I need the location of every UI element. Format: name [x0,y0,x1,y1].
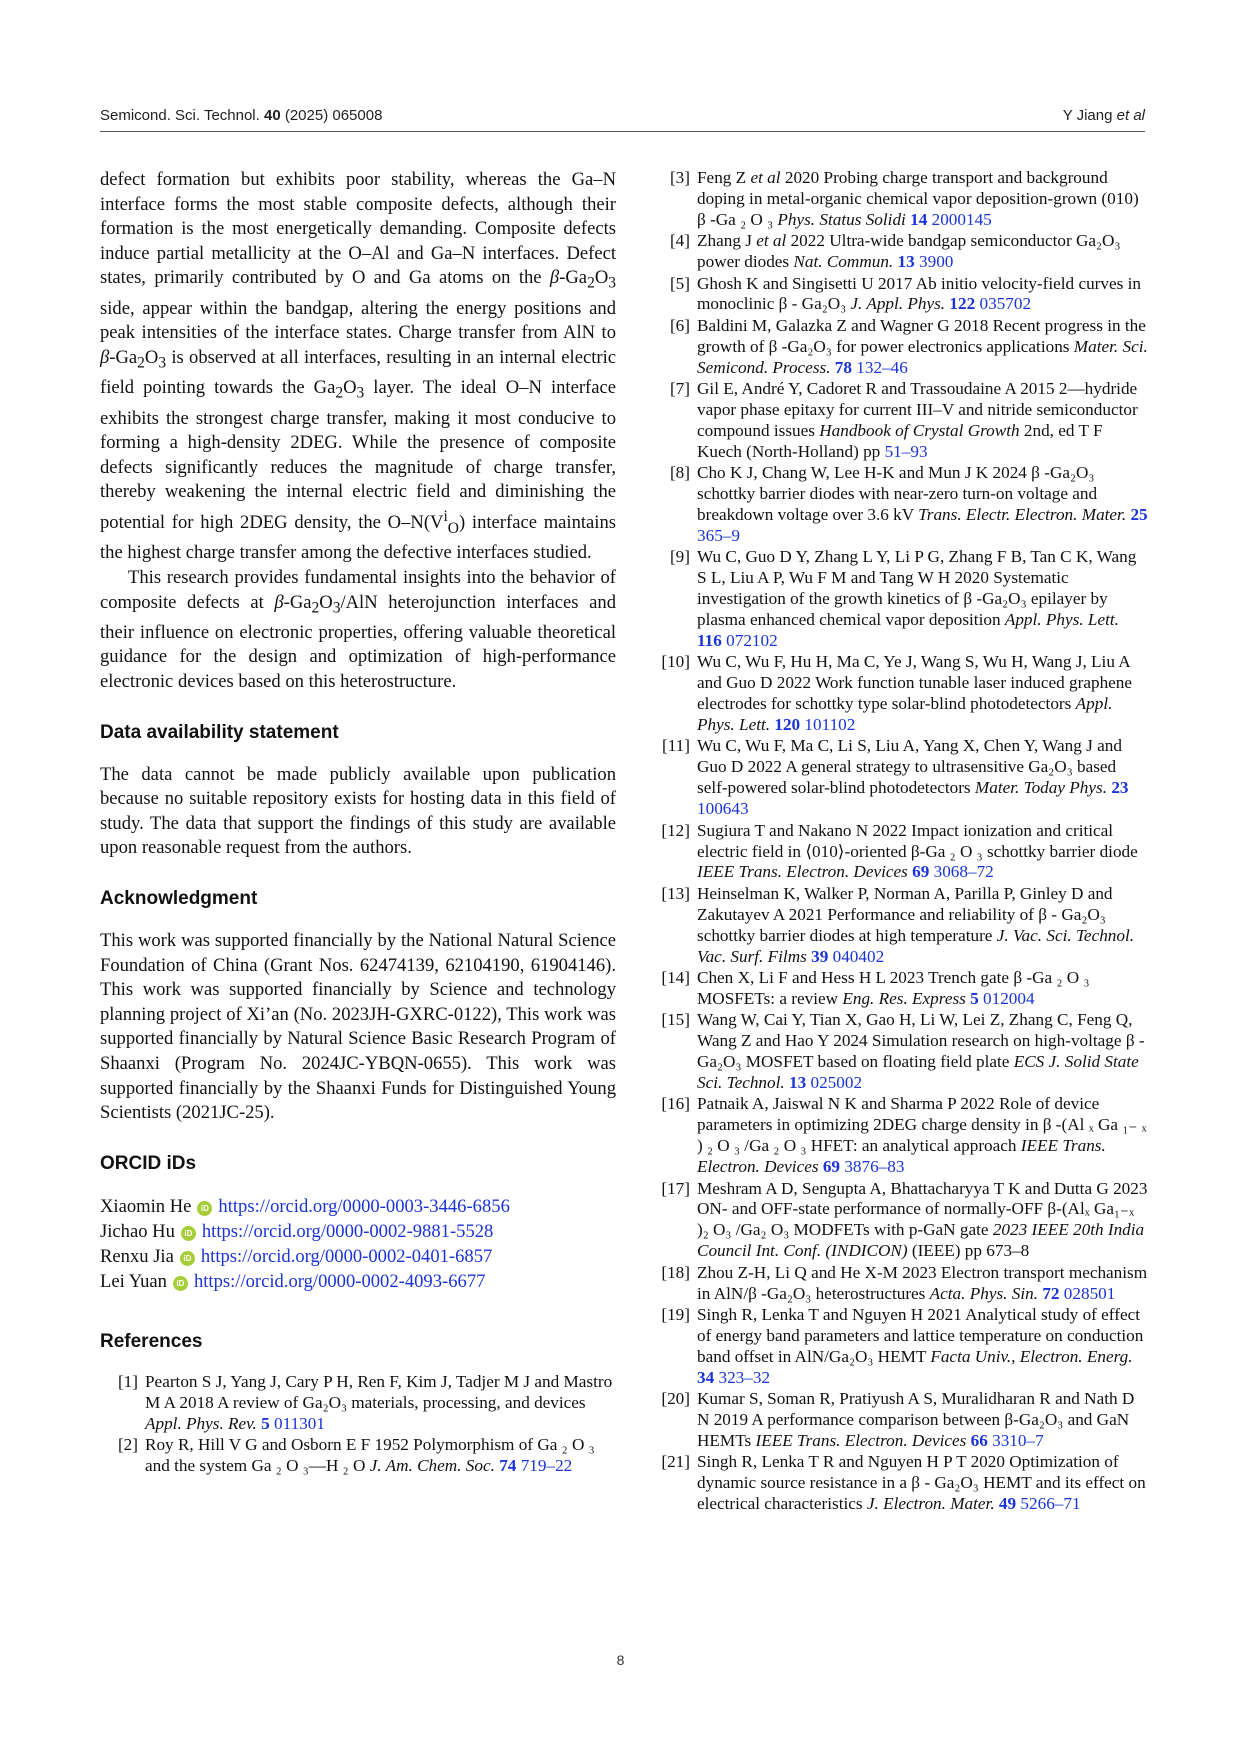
references-heading: References [100,1330,203,1352]
header-rule [100,131,1145,132]
reference-item: [3] Feng Z et al 2020 Probing charge transport and background doping in metal-organic chemical vapor deposition-grown (010) β -Ga ₂ O ₃ Phys. Status Solidi 14 2000145 [669,168,1139,229]
acknowledgment-heading: Acknowledgment [100,888,258,910]
author-name: Xiaomin He [100,1195,192,1217]
reference-item: [16] Patnaik A, Jaiswal N K and Sharma P 2022 Role of device parameters in optimizing 2DEG charge density in β -(Al ₓ Ga ₁₋ ₓ ) ₂ O ₃ /Ga ₂ O ₃ HFET: an analytical approach IEEE Trans. Electron. Devices 69 3876–83 [661,1094,1147,1177]
reference-item: [14] Chen X, Li F and Hess H L 2023 Trench gate β -Ga ₂ O ₃ MOSFETs: a review Eng. Res. Express 5 012004 [661,967,1090,1008]
orcid-icon: iD [181,1226,196,1241]
reference-item: [19] Singh R, Lenka T and Nguyen H 2021 Analytical study of effect of energy band parameters and lattice temperature on conduction band offset in AlN/Ga₂O₃ HEMT Facta Univ., Electron. Energ. 34 323–32 [661,1304,1144,1387]
left-column [100,168,616,1477]
orcid-icon: iD [173,1276,188,1291]
reference-item: [5] Ghosh K and Singisetti U 2017 Ab initio velocity-field curves in monoclinic β - Ga₂O₃ J. Appl. Phys. 122 035702 [669,273,1141,314]
reference-item: [21] Singh R, Lenka T R and Nguyen H P T 2020 Optimization of dynamic source resistance in a β - Ga₂O₃ HEMT and its effect on electrical characteristics J. Electron. Mater. 49 5266–71 [661,1452,1146,1514]
orcid-link[interactable]: https://orcid.org/0000-0003-3446-6856 [218,1195,510,1217]
reference-item: [7] Gil E, André Y, Cadoret R and Trassoudaine A 2015 2—hydride vapor phase epitaxy for current III–V and nitride semiconductor compound issues Handbook of Crystal Growth 2nd, ed T F Kuech (North-Holland) pp 51–93 [669,379,1138,461]
reference-item: [13] Heinselman K, Walker P, Norman A, Parilla P, Ginley D and Zakutayev A 2021 Performance and reliability of β - Ga₂O₃ schottky barrier diodes at high temperature J. Vac. Sci. Technol. Vac. Surf. Films 39 040402 [661,883,1135,966]
reference-item: [6] Baldini M, Galazka Z and Wagner G 2018 Recent progress in the growth of β -Ga₂O₃ for power electronics applications Mater. Sci. Semicond. Process. 78 132–46 [669,315,1148,377]
orcid-entry [100,1269,616,1294]
data-availability-text: The data cannot be made publicly available upon publication because no suitable repository exists for hosting data in this field of study. The data that support the findings of this study are available upon reasonable request from the authors. [100,763,616,859]
orcid-entry [100,1244,616,1269]
orcid-list [100,1194,616,1294]
reference-item: [4] Zhang J et al 2022 Ultra-wide bandgap semiconductor Ga₂O₃ power diodes Nat. Commun. 13 3900 [669,231,1121,272]
orcid-link[interactable]: https://orcid.org/0000-0002-9881-5528 [201,1220,494,1242]
reference-item: [8] Cho K J, Chang W, Lee H-K and Mun J K 2024 β -Ga₂O₃ schottky barrier diodes with near-zero turn-on voltage and breakdown voltage over 3.6 kV Trans. Electr. Electron. Mater. 25 365–9 [669,463,1148,545]
reference-item: [18] Zhou Z-H, Li Q and He X-M 2023 Electron transport mechanism in AlN/β -Ga₂O₃ heterostructures Acta. Phys. Sin. 72 028501 [661,1262,1148,1303]
reference-item: [17] Meshram A D, Sengupta A, Bhattacharyya T K and Dutta G 2023 ON- and OFF-state performance of normally-OFF β-(Alₓ Ga₁₋ₓ )₂ O₃ /Ga₂ O₃ MODFETs with p-GaN gate 2023 IEEE 20th India Council Int. Conf. (INDICON) (IEEE) pp 673–8 [661,1178,1148,1261]
running-header [100,107,1145,129]
conclusion-paragraph-1: defect formation but exhibits poor stability, whereas the Ga–N interface forms the most stable composite defects, although their formation is the most energetically demanding. Composite defects induce partial metallicity at the O–Al and Ga–N interfaces. Defect states, primarily contributed by O and Ga atoms on the $\beta-Ga_2O_3$ side, appear within the bandgap, altering the energy positions and peak intensities of the interface states. Charge transfer from AlN to $\beta-Ga_2O_3$ is observed at all interfaces, resulting in an internal electric field pointing towards the $Ga_2O_3$ layer. The ideal O–N interface exhibits the strongest charge transfer, making it most conducive to forming a high-density 2DEG. While the presence of composite defects significantly reduces the magnitude of charge transfer, thereby weakening the internal electric field and diminishing the potential for high 2DEG density, the $O-N(V^i_O)$ interface maintains the highest charge transfer among the defective interfaces studied. [100,169,616,564]
acknowledgment-text: This work was supported financially by the National Natural Science Foundation of China (Grant Nos. 62474139, 62104190, 61904146). This work was supported financially by Science and technology planning project of Xi’an (No. 2023JH-GXRC-0122), This work was supported financially by Natural Science Basic Research Program of Shaanxi (Program No. 2024JC-YBQN-0655). This work was supported financially by the Shaanxi Funds for Distinguished Young Scientists (2021JC-25). [100,930,616,1124]
author-name: Renxu Jia [100,1245,174,1267]
references-list-right [652,168,1148,1516]
references-list-left [100,1372,616,1477]
orcid-link[interactable]: https://orcid.org/0000-0002-0401-6857 [200,1245,493,1267]
author-name: Jichao Hu [100,1220,175,1242]
data-availability-heading: Data availability statement [100,721,339,743]
author-name: Lei Yuan [100,1270,167,1292]
journal-citation: Semicond. Sci. Technol. 40 (2025) 065008 [100,107,383,124]
reference-item: [2] Roy R, Hill V G and Osborn E F 1952 Polymorphism of Ga ₂ O ₃ and the system Ga ₂ O ₃—H ₂ O J. Am. Chem. Soc. 74 719–22 [117,1435,595,1475]
reference-item: [9] Wu C, Guo D Y, Zhang L Y, Li P G, Zhang F B, Tan C K, Wang S L, Liu A P, Wu F M and Tang W H 2020 Systematic investigation of the growth kinetics of β -Ga₂O₃ epilayer by plasma enhanced chemical vapor deposition Appl. Phys. Lett. 116 072102 [669,547,1137,650]
author-running-title: Y Jiang et al [1062,107,1145,124]
orcid-icon: iD [197,1201,212,1216]
reference-item: [1] Pearton S J, Yang J, Cary P H, Ren F, Kim J, Tadjer M J and Mastro M A 2018 A review of Ga₂O₃ materials, processing, and devices Appl. Phys. Rev. 5 011301 [117,1371,613,1433]
orcid-entry [100,1194,616,1219]
reference-item: [11] Wu C, Wu F, Ma C, Li S, Liu A, Yang X, Chen Y, Wang J and Guo D 2022 A general strategy to ultrasensitive Ga₂O₃ based self-powered solar-blind photodetectors Mater. Today Phys. 23 100643 [662,736,1129,819]
reference-item: [12] Sugiura T and Nakano N 2022 Impact ionization and critical electric field in ⟨010⟩-oriented β-Ga ₂ O ₃ schottky barrier diode IEEE Trans. Electron. Devices 69 3068–72 [661,820,1138,882]
page-number: 8 [616,1652,625,1668]
orcid-icon: iD [180,1251,195,1266]
conclusion-paragraph-2: This research provides fundamental insights into the behavior of composite defects at $\beta-Ga_2O_3$/AlN heterojunction interfaces and their influence on electronic properties, offering valuable theoretical guidance for the design and optimization of high-performance electronic devices based on this heterostructure. [100,566,616,693]
orcid-entry [100,1219,616,1244]
orcid-link[interactable]: https://orcid.org/0000-0002-4093-6677 [193,1270,486,1292]
reference-item: [20] Kumar S, Soman R, Pratiyush A S, Muralidharan R and Nath D N 2019 A performance comparison between β-Ga₂O₃ and GaN HEMTs IEEE Trans. Electron. Devices 66 3310–7 [661,1389,1135,1450]
reference-item: [10] Wu C, Wu F, Hu H, Ma C, Ye J, Wang S, Wu H, Wang J, Liu A and Guo D 2022 Work function tunable laser induced graphene electrodes for schottky type solar-blind photodetectors Appl. Phys. Lett. 120 101102 [661,652,1133,735]
orcid-heading: ORCID iDs [100,1152,197,1174]
reference-item: [15] Wang W, Cai Y, Tian X, Gao H, Li W, Lei Z, Zhang C, Feng Q, Wang Z and Hao Y 2024 Simulation research on high-voltage β -Ga₂O₃ MOSFET based on floating field plate ECS J. Solid State Sci. Technol. 13 025002 [661,1010,1145,1092]
